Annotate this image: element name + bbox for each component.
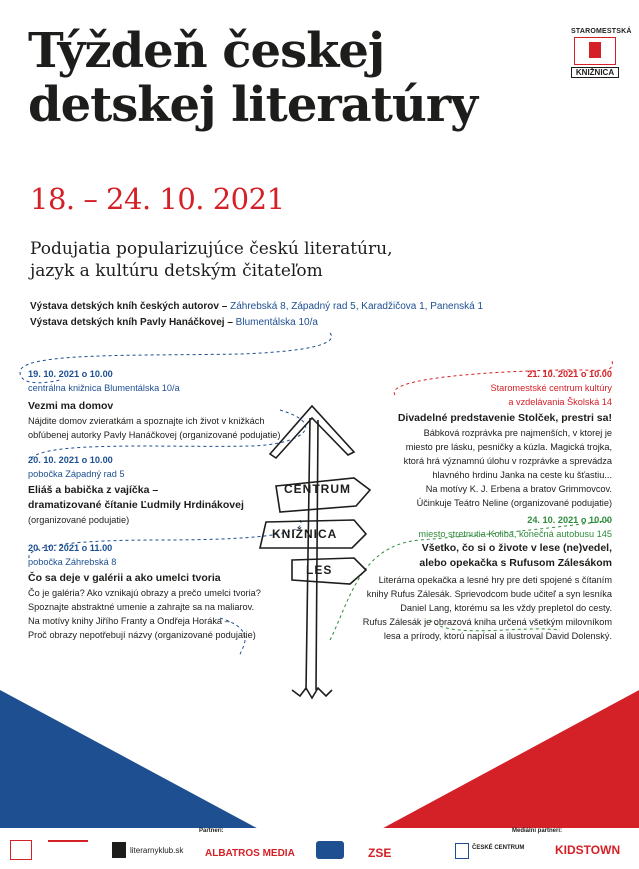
title-line-2: detskej literatúry	[28, 77, 477, 133]
event-desc-line: Nájdite domov zvieratkám a spoznajte ich život v knižkách	[28, 416, 265, 426]
event-place: pobočka Západný rad 5	[28, 469, 125, 479]
event-name-line: dramatizované čítanie Ľudmily Hrdinákovej	[28, 499, 244, 511]
event-place: centrálna knižnica Blumentálska 10/a	[28, 383, 180, 393]
exhibition-label: Výstava detských kníh Pavly Hanáčkovej –	[30, 317, 233, 328]
sign-kniznica: KNIŽNICA	[272, 527, 338, 541]
kidstown-logo: KIDSTOWN	[555, 843, 621, 857]
media-partners-label: Mediální partneri:	[512, 828, 563, 834]
event-desc-line: miesto pre lásku, pesničky a kúzla. Magická trojka,	[405, 442, 612, 452]
event-desc-line: Spoznajte abstraktné umenie a zahrajte sa na maliarov.	[28, 602, 255, 612]
event-name: Vezmi ma domov	[28, 400, 114, 412]
library-logo	[571, 28, 632, 78]
literarny-klub-logo: literarnyklub.sk	[130, 846, 184, 855]
event-name-line: Eliáš a babička z vajíčka –	[28, 484, 159, 496]
poster-title	[28, 24, 477, 132]
event-datetime: 20. 10. 2021 o 11.00	[28, 543, 113, 553]
logo-bottom-text: KNIŽNICA	[571, 67, 619, 78]
event-card	[342, 513, 612, 643]
exhibition-address: Blumentálska 10/a	[235, 317, 318, 328]
event-desc-line: (organizované podujatie)	[28, 515, 130, 525]
event-card	[28, 541, 298, 642]
exhibition-address: Záhrebská 8, Západný rad 5, Karadžičova 1, Panenská 1	[230, 301, 484, 312]
partner-blue-logo-icon	[316, 841, 344, 859]
logo-mark-icon	[574, 37, 616, 65]
event-desc-line: Daniel Lang, ktorému sa les vždy prepletol do cesty.	[400, 603, 612, 613]
exhibition-label: Výstava detských kníh českých autorov –	[30, 301, 228, 312]
logo-top-text: STAROMESTSKÁ	[571, 28, 632, 35]
czech-centre-icon	[455, 843, 469, 859]
event-name: Čo sa deje v galérii a ako umelci tvoria	[28, 572, 221, 584]
event-desc-line: knihy Rufus Zálesák. Sprievodcom bude učiteľ a syn lesníka	[366, 589, 612, 599]
event-name-line: Všetko, čo si o živote v lese (ne)vedel,	[421, 542, 612, 554]
partners-bar	[0, 828, 639, 869]
partner-logo-1-icon	[10, 840, 32, 860]
event-desc-line: hlavného hrdinu Janka na ceste ku šťastiu...	[432, 470, 612, 480]
partner-logo-2-icon	[48, 840, 88, 862]
event-name: Divadelné predstavenie Stolček, prestri sa!	[397, 412, 612, 424]
subtitle-line-2: jazyk a kultúru detským čitateľom	[30, 261, 323, 281]
exhibition-1	[30, 301, 483, 312]
event-desc-line: Bábková rozprávka pre najmenších, v ktorej je	[423, 428, 612, 438]
event-datetime: 20. 10. 2021 o 10.00	[28, 455, 113, 465]
event-place-line: Staromestské centrum kultúry	[490, 383, 612, 393]
event-desc-line: ktorá hrá významnú úlohu v rozprávke a sprevádza	[403, 456, 612, 466]
event-dates: 18. – 24. 10. 2021	[30, 182, 285, 216]
event-place: pobočka Záhrebská 8	[28, 557, 117, 567]
event-card	[28, 453, 298, 527]
event-desc-line: Účinkuje Teátro Neline (organizované podujatie)	[416, 498, 612, 508]
event-name-line: alebo opekačka s Rufusom Zálesákom	[419, 557, 612, 569]
event-place-line: a vzdelávania Školská 14	[508, 397, 612, 407]
subtitle-line-1: Podujatia popularizujúce českú literatúru,	[30, 239, 393, 259]
event-card	[362, 367, 612, 510]
event-desc-line: Proč obrazy nepotřebují názvy (organizované podujatie)	[28, 630, 256, 640]
event-datetime: 19. 10. 2021 o 10.00	[28, 369, 113, 379]
event-desc-line: Na motívy knihy Jiřího Franty a Ondřeja Horáka –	[28, 616, 230, 626]
event-desc-line: Na motívy K. J. Erbena a bratov Grimmovcov.	[425, 484, 612, 494]
sign-les: LES	[306, 563, 333, 577]
event-desc-line: obľúbenej autorky Pavly Hanáčkovej (organizované podujatie)	[28, 430, 281, 440]
event-desc-line: Čo je galéria? Ako vznikajú obrazy a prečo umelci tvoria?	[28, 588, 261, 598]
czech-centre-logo: ČESKÉ CENTRUM	[472, 845, 525, 851]
partners-label: Partneri:	[199, 828, 224, 834]
event-desc-line: Rufus Zálesák je obrazová kniha určená všetkým milovníkom	[362, 617, 612, 627]
event-datetime: 21. 10. 2021 o 10.00	[527, 369, 612, 379]
poster-subtitle	[30, 238, 392, 282]
literarny-klub-icon	[112, 842, 126, 858]
event-place: miesto stretnutia Koliba, konečná autobusu 145	[418, 529, 612, 539]
title-line-1: Týždeň českej	[28, 23, 385, 79]
sign-centrum: CENTRUM	[284, 482, 351, 496]
event-datetime: 24. 10. 2021 o 10.00	[527, 515, 612, 525]
event-desc-line: Literárna opekačka a lesné hry pre deti spojené s čítaním	[378, 575, 612, 585]
event-desc-line: lesa a prírody, ktorú napísal a ilustroval David Dolenský.	[383, 631, 612, 641]
exhibition-2	[30, 317, 318, 328]
albatros-logo: ALBATROS MEDIA	[205, 848, 295, 859]
event-card	[28, 367, 298, 442]
zse-logo: ZSE	[368, 846, 392, 860]
